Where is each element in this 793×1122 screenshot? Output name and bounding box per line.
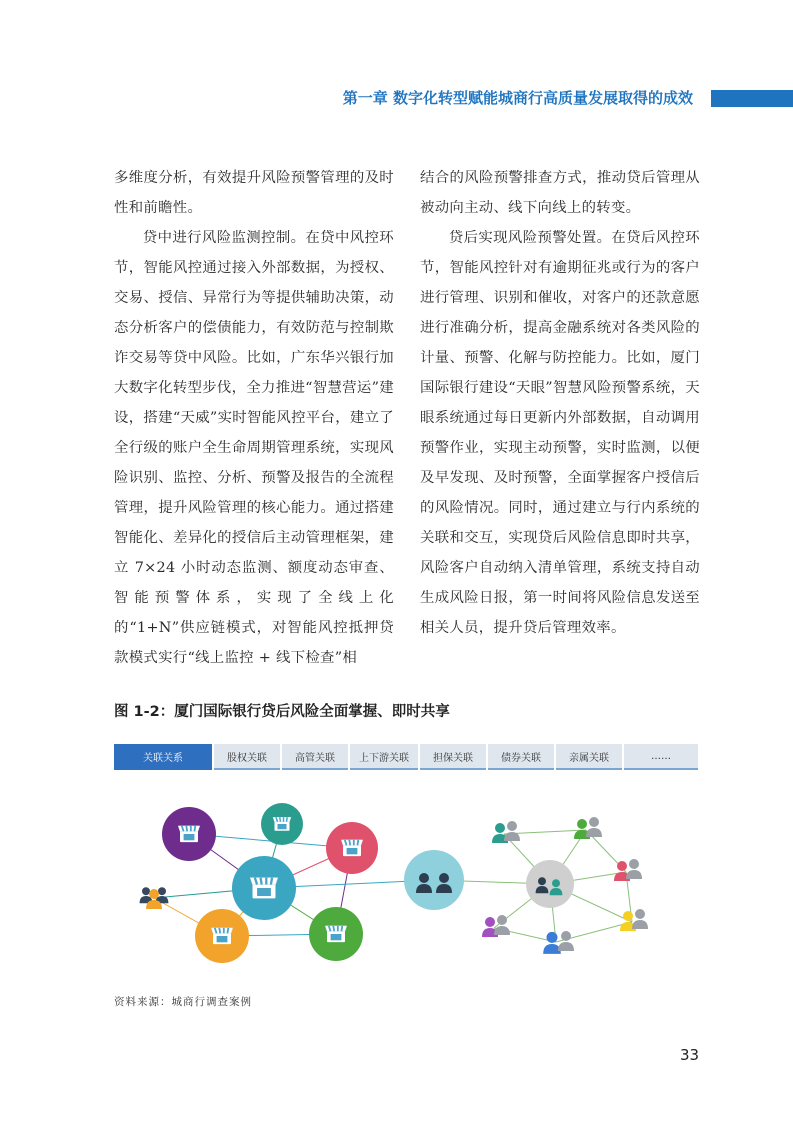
tab-supply-chain[interactable]: 上下游关联: [350, 744, 418, 770]
node-orange-shop: [195, 909, 249, 963]
person-pair-icon: [574, 817, 602, 839]
node-teal-shop: [261, 803, 303, 845]
tab-more[interactable]: ……: [624, 744, 698, 770]
paragraph: 结合的风险预警排查方式，推动贷后管理从被动向主动、线下向线上的转变。: [420, 170, 700, 216]
node-hub-people: [526, 860, 574, 908]
tab-executive[interactable]: 高管关联: [282, 744, 348, 770]
tab-equity[interactable]: 股权关联: [214, 744, 280, 770]
paragraph: 贷中进行风险监测控制。在贷中风控环节，智能风控通过接入外部数据，为授权、交易、授信、异常行为等提供辅助决策，动态分析客户的偿债能力，有效防范与控制欺诈交易等贷中风险。比如，广东华兴银行加大数字化转型步伐，全力推进“智慧营运”建设，搭建“天威”实时智能风控平台，建立了全行级的账户全生命周期管理系统，实现风险识别、监控、分析、预警及报告的全流程管理，提升风险管理的核心能力。通过搭建智能化、差异化的授信后主动管理框架，建立 7×24 小时动态监测、额度动态审查、智能预警体系，实现了全线上化的“1+N”供应链模式，对智能风控抵押贷款模式实行“线上监控 + 线下检查”相: [114, 230, 394, 666]
tab-bond[interactable]: 债券关联: [488, 744, 554, 770]
shop-icon: [250, 878, 278, 899]
left-text-column: [114, 163, 394, 673]
relation-network-diagram: [114, 790, 698, 980]
shop-icon: [211, 928, 233, 944]
node-center-shop: [232, 856, 296, 920]
node-pink-shop: [326, 822, 378, 874]
figure-source: 资料来源：城商行调查案例: [114, 996, 252, 1008]
chapter-title: 第一章 数字化转型赋能城商行高质量发展取得的成效: [342, 89, 693, 107]
customer-group-icon: [140, 887, 169, 909]
node-purple-shop: [162, 807, 216, 861]
person-pair-icon: [543, 931, 574, 954]
tab-guarantee[interactable]: 担保关联: [420, 744, 486, 770]
node-green-shop: [309, 907, 363, 961]
figure-title: 图 1-2：厦门国际银行贷后风险全面掌握、即时共享: [114, 704, 450, 720]
person-pair-icon: [492, 821, 520, 843]
chapter-header: [0, 88, 793, 108]
node-bridge-people: [404, 850, 464, 910]
person-pair-icon: [614, 859, 642, 881]
page-number: 33: [680, 1046, 700, 1064]
right-text-column: [420, 163, 700, 643]
header-accent-bar: [711, 90, 793, 107]
shop-icon: [341, 840, 363, 856]
shop-icon: [325, 926, 347, 942]
tab-relative[interactable]: 亲属关联: [556, 744, 622, 770]
paragraph: 多维度分析，有效提升风险预警管理的及时性和前瞻性。: [114, 170, 394, 216]
shop-icon: [273, 817, 291, 831]
paragraph: 贷后实现风险预警处置。在贷后风控环节，智能风控针对有逾期征兆或行为的客户进行管理、识别和催收，对客户的还款意愿进行准确分析，提高金融系统对各类风险的计量、预警、化解与防控能力。比如，厦门国际银行建设“天眼”智慧风险预警系统，天眼系统通过每日更新内外部数据，自动调用预警作业，实现主动预警，实时监测，以便及早发现、及时预警，全面掌握客户授信后的风险情况。同时，通过建立与行内系统的关联和交互，实现贷后风险信息即时共享，风险客户自动纳入清单管理，系统支持自动生成风险日报，第一时间将风险信息发送至相关人员，提升贷后管理效率。: [420, 230, 700, 636]
relation-tab-bar: [114, 744, 698, 770]
tab-relation[interactable]: 关联关系: [114, 744, 212, 770]
person-pair-icon: [620, 909, 648, 931]
shop-icon: [178, 826, 200, 842]
